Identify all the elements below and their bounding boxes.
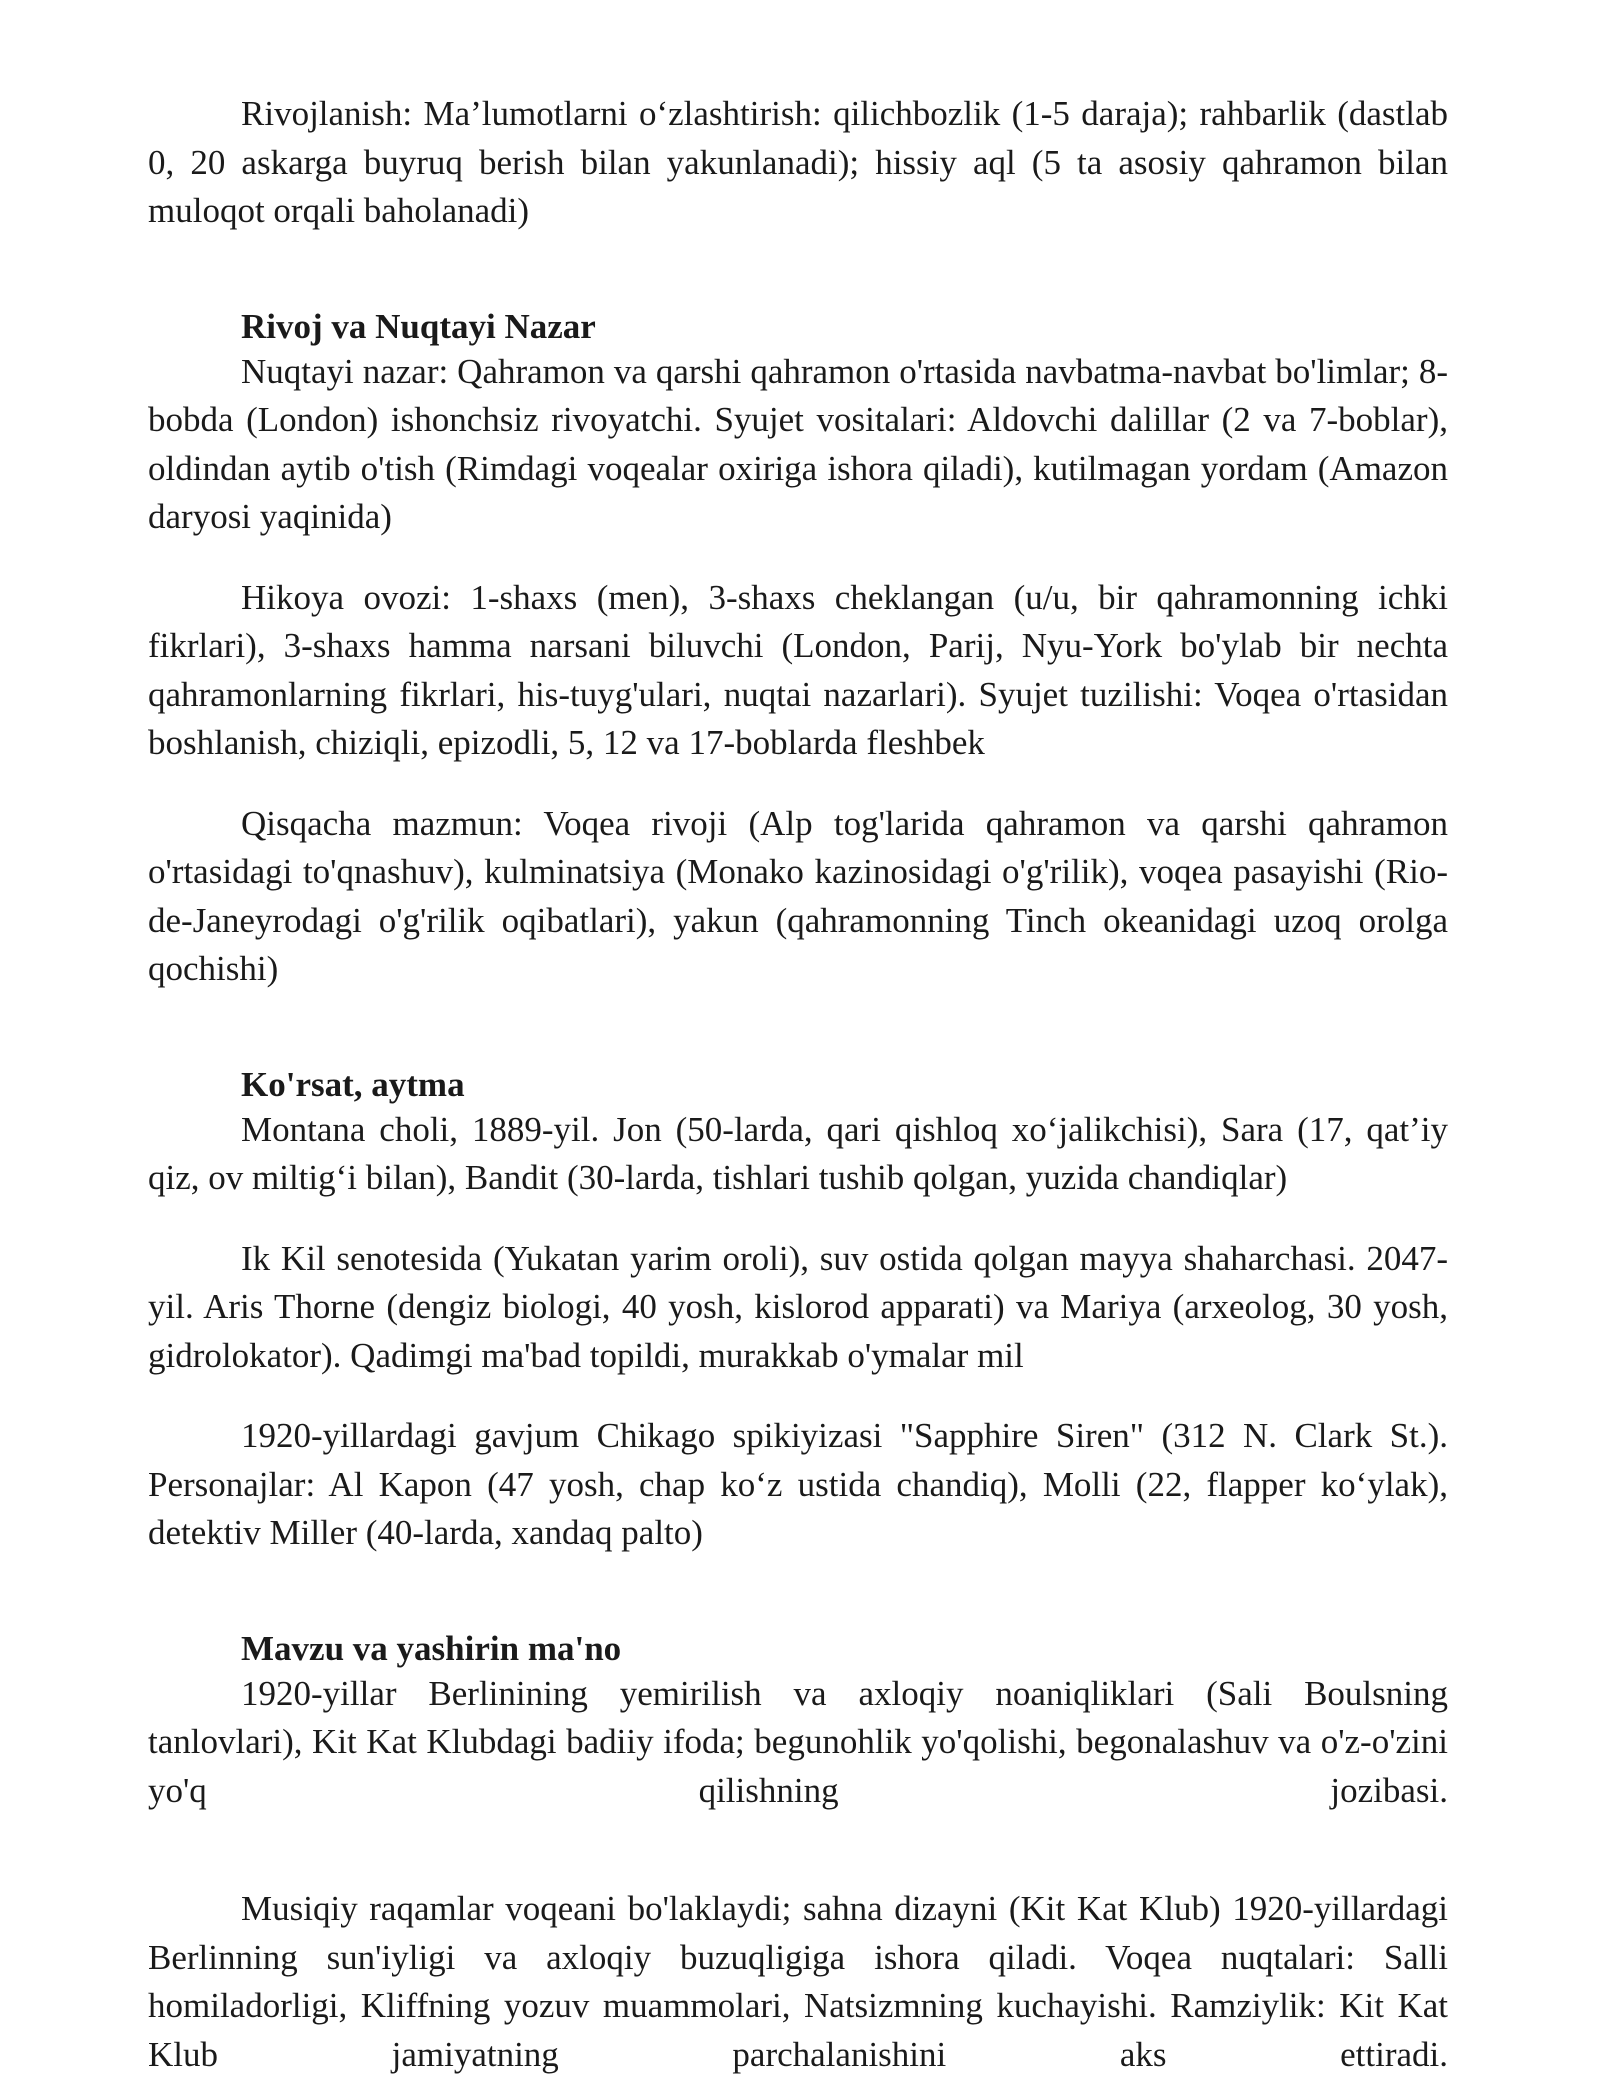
heading-development-perspective: Rivoj va Nuqtayi Nazar — [241, 306, 596, 346]
paragraph-cenote: Ik Kil senotesida (Yukatan yarim oroli), suv ostida qolgan mayya shaharchasi. 2047-yil. Aris Thorne (dengiz biologi, 40 yosh, kislorod apparati) va Mariya (arxeolog, 30 yosh, gidrolokator). Qadimgi ma'bad topildi, murakkab o'ymalar mil — [148, 1238, 1448, 1375]
heading-theme-subtext: Mavzu va yashirin ma'no — [241, 1628, 622, 1668]
paragraph-chicago: 1920-yillardagi gavjum Chikago spikiyizasi "Sapphire Siren" (312 N. Clark St.). Personajlar: Al Kapon (47 yosh, chap ko‘z ustida chandiq), Molli (22, flapper ko‘ylak), detektiv Miller (40-larda, xandaq palto) — [148, 1416, 1448, 1552]
paragraph-berlin: 1920-yillar Berlinining yemirilish va axloqiy noaniqliklari (Sali Boulsning tanlovlari), Kit Kat Klubdagi badiiy ifoda; begunohlik yo'qolishi, begonalashuv va o'z-o'zini yo'q qilishning jozibasi. — [148, 1673, 1448, 1810]
document-page — [148, 90, 1448, 2079]
paragraph-narrative-voice: Hikoya ovozi: 1-shaxs (men), 3-shaxs cheklangan (u/u, bir qahramonning ichki fikrlari), 3-shaxs hamma narsani biluvchi (London, Parij, Nyu-York bo'ylab bir nechta qahramonlarning fikrlari, his-tuyg'ulari, nuqtai nazarlari). Syujet tuzilishi: Voqea o'rtasidan boshlanish, chiziqli, epizodli, 5, 12 va 17-boblarda fleshbek — [148, 577, 1448, 762]
paragraph-development: Rivojlanish: Ma’lumotlarni o‘zlashtirish: qilichbozlik (1-5 daraja); rahbarlik (dastlab 0, 20 askarga buyruq berish bilan yakunlanadi); hissiy aql (5 ta asosiy qahramon bilan muloqot orqali baholanadi) — [148, 94, 1448, 230]
paragraph-perspective: Nuqtayi nazar: Qahramon va qarshi qahramon o'rtasida navbatma-navbat bo'limlar; 8-bobda (London) ishonchsiz rivoyatchi. Syujet vositalari: Aldovchi dalillar (2 va 7-boblar), oldindan aytib o'tish (Rimdagi voqealar oxiriga ishora qiladi), kutilmagan yordam (Amazon daryosi yaqinida) — [148, 351, 1448, 536]
paragraph-musical: Musiqiy raqamlar voqeani bo'laklaydi; sahna dizayni (Kit Kat Klub) 1920-yillardagi Berlinning sun'iyligi va axloqiy buzuqligiga ishora qiladi. Voqea nuqtalari: Salli homiladorligi, Kliffning yozuv muammolari, Natsizmning kuchayishi. Ramziylik: Kit Kat Klub jamiyatning parchalanishini aks ettiradi. — [148, 1889, 1448, 2074]
paragraph-montana: Montana choli, 1889-yil. Jon (50-larda, qari qishloq xo‘jalikchisi), Sara (17, qat’iy qiz, ov miltig‘i bilan), Bandit (30-larda, tishlari tushib qolgan, yuzida chandiqlar) — [148, 1109, 1448, 1197]
paragraph-summary: Qisqacha mazmun: Voqea rivoji (Alp tog'larida qahramon va qarshi qahramon o'rtasidagi to'qnashuv), kulminatsiya (Monako kazinosidagi o'g'rilik), voqea pasayishi (Rio-de-Janeyrodagi o'g'rilik oqibatlari), yakun (qahramonning Tinch okeanidagi uzoq orolga qochishi) — [148, 803, 1448, 988]
heading-show-dont-tell: Ko'rsat, aytma — [241, 1064, 465, 1104]
